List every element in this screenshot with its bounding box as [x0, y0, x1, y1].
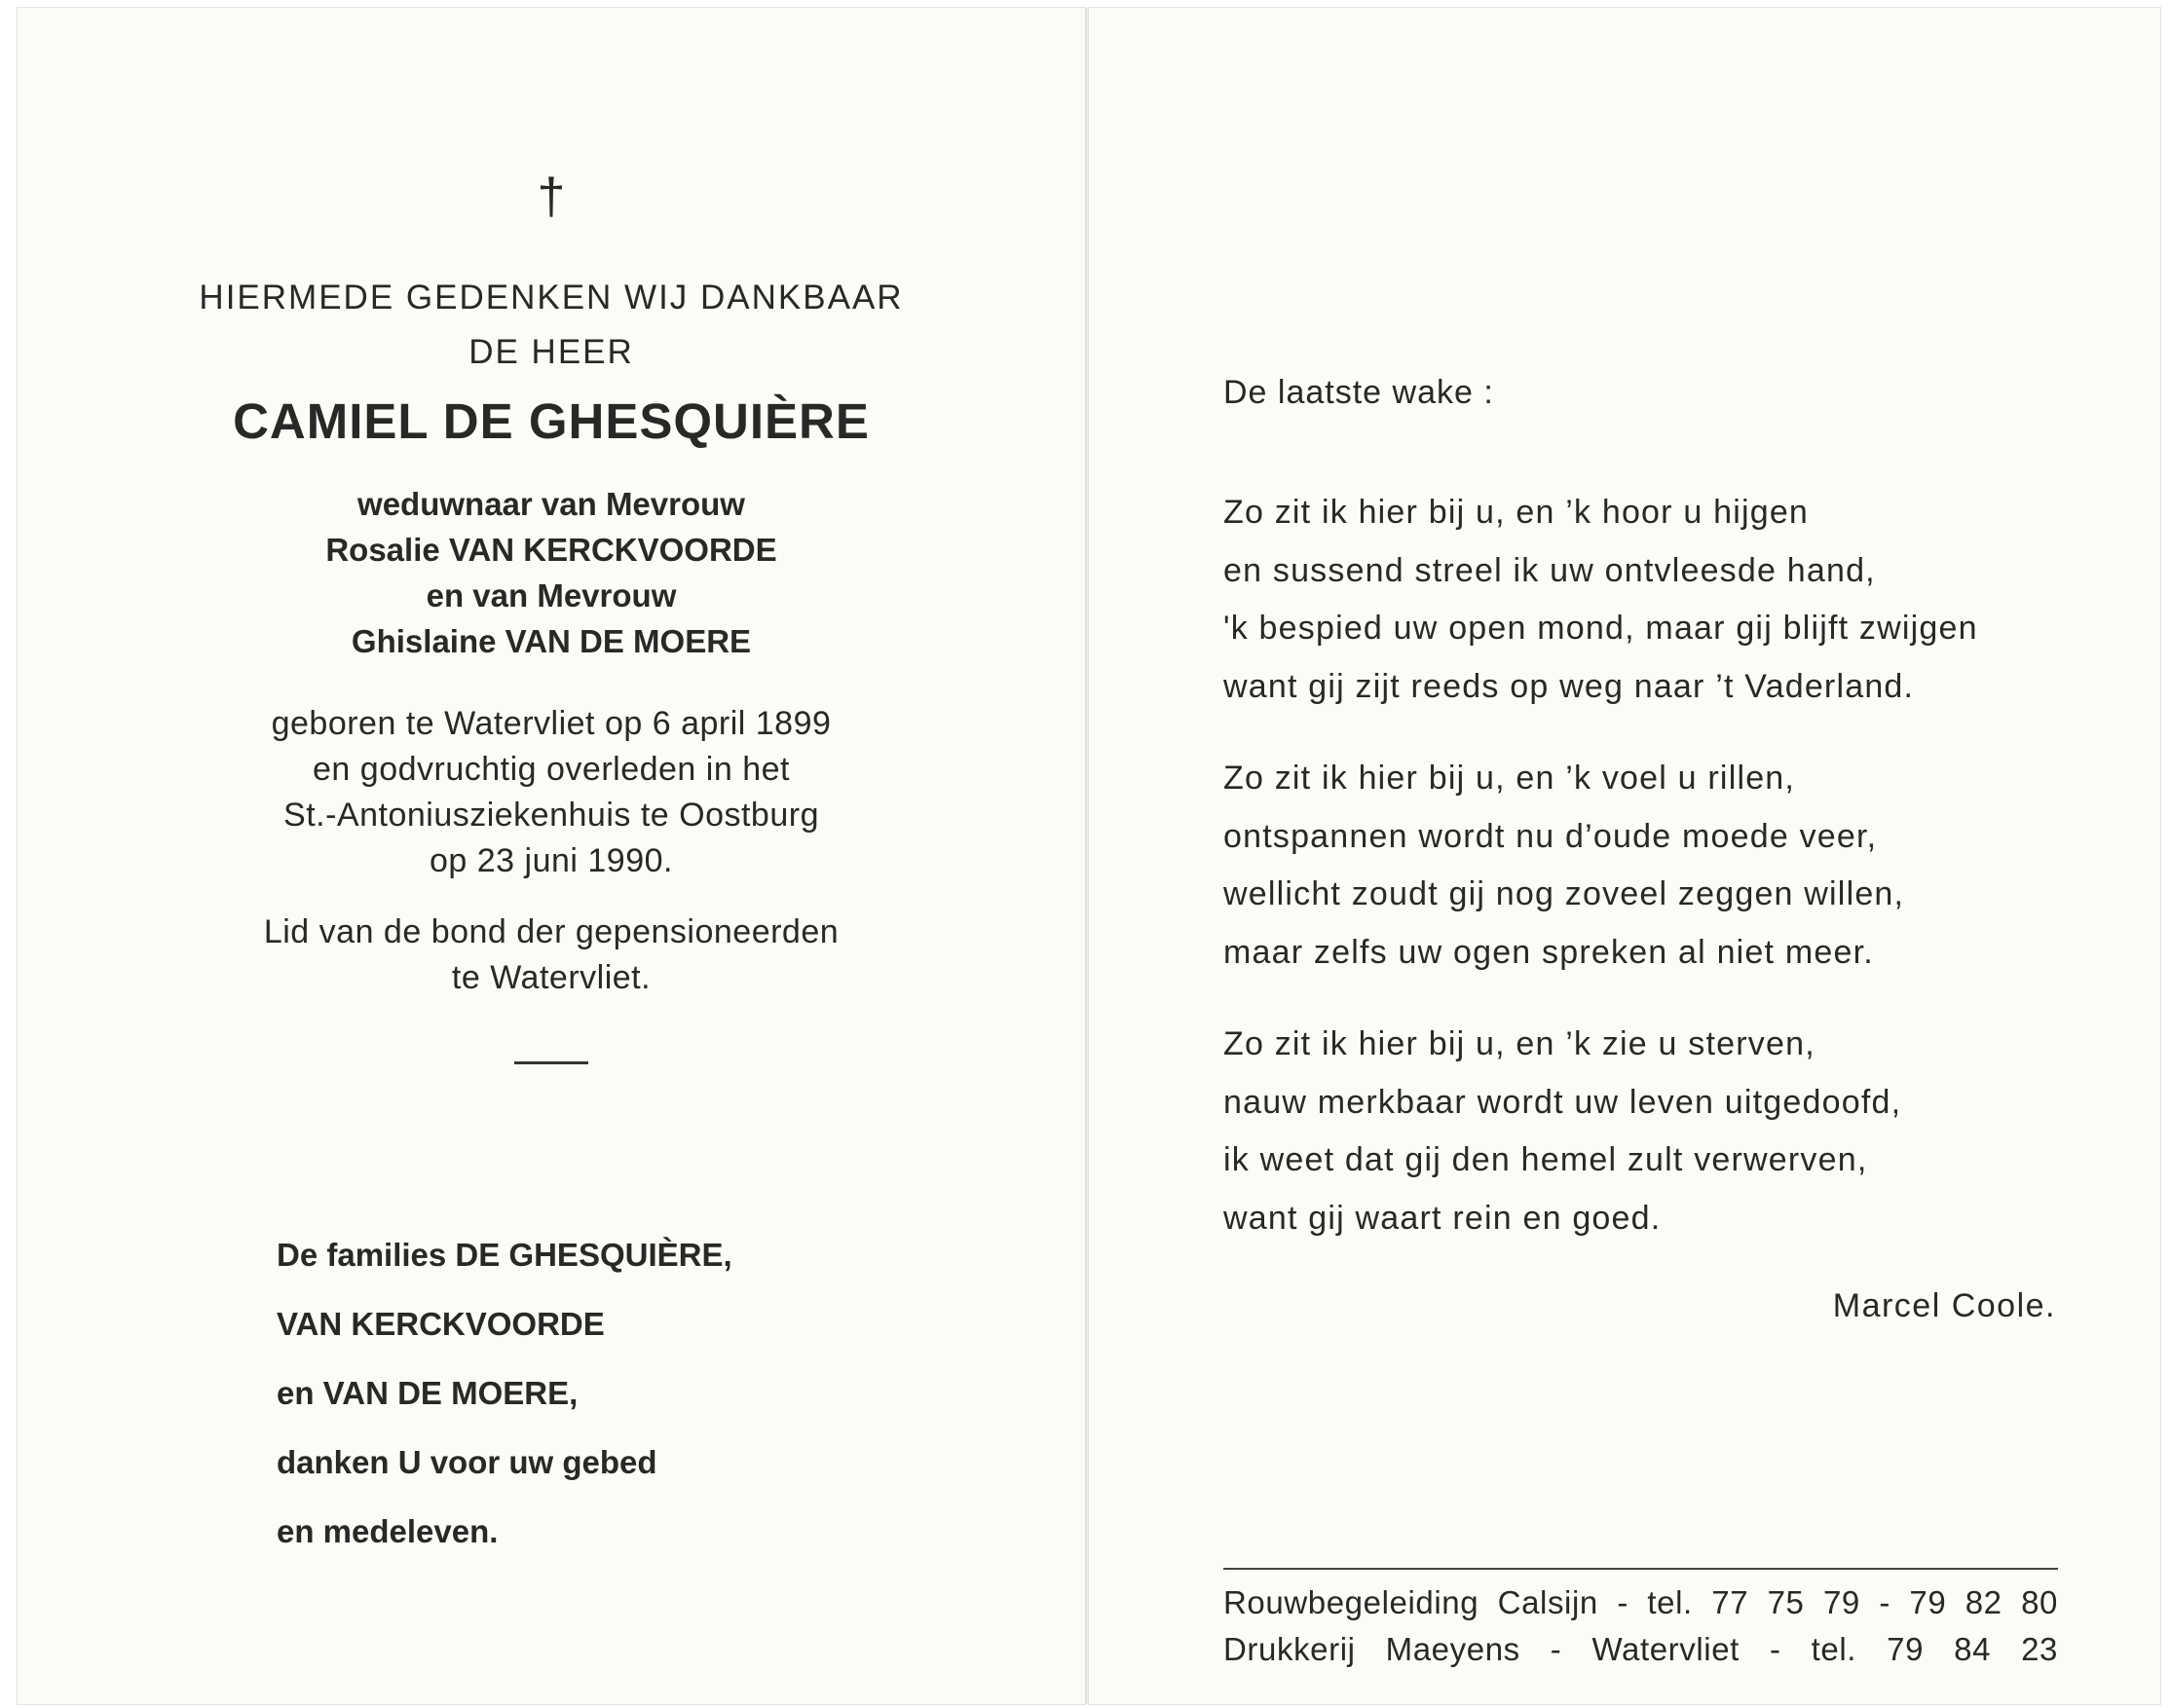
spouse-line: Ghislaine VAN DE MOERE — [351, 623, 752, 659]
poem-line: 'k bespied uw open mond, maar gij blijft zwijgen — [1223, 610, 1978, 647]
intro-text — [18, 271, 1085, 380]
printer-line: Drukkerij Maeyens - Watervliet - tel. 79 84 23 — [1223, 1631, 2058, 1667]
footer-rule — [1223, 1568, 2058, 1570]
life-line: St.-Antoniusziekenhuis te Oostburg — [283, 797, 819, 834]
families-thanks — [277, 1220, 732, 1566]
families-line: De families DE GHESQUIÈRE, — [277, 1237, 732, 1273]
divider-dash — [514, 1061, 588, 1064]
families-line: danken U voor uw gebed — [277, 1444, 657, 1480]
life-line: op 23 juni 1990. — [430, 842, 673, 879]
poem-line: wellicht zoudt gij nog zoveel zeggen willen, — [1223, 875, 1905, 912]
poem-line: en sussend streel ik uw ontvleesde hand, — [1223, 551, 1876, 589]
poem-stanza — [1223, 750, 1904, 982]
spouses-text — [18, 481, 1085, 664]
poem-stanza — [1223, 1016, 1901, 1247]
member-line: te Watervliet. — [451, 959, 652, 996]
families-line: VAN KERCKVOORDE — [277, 1306, 605, 1342]
spouse-line: en van Mevrouw — [426, 577, 677, 613]
poem-line: maar zelfs uw ogen spreken al niet meer. — [1223, 933, 1874, 971]
poem-line: want gij zijt reeds op weg naar ’t Vaderland. — [1223, 667, 1915, 705]
poem-stanza — [1223, 484, 1978, 716]
poem-title: De laatste wake : — [1223, 374, 1494, 411]
poem-line: Zo zit ik hier bij u, en ’k voel u rillen, — [1223, 760, 1796, 797]
poem-line: ontspannen wordt nu d’oude moede veer, — [1223, 817, 1878, 855]
poem-author: Marcel Coole. — [1832, 1287, 2056, 1324]
card-fold — [1086, 8, 1089, 1704]
spouse-line: weduwnaar van Mevrouw — [357, 486, 745, 522]
member-line: Lid van de bond der gepensioneerden — [263, 913, 840, 950]
intro-line: HIERMEDE GEDENKEN WIJ DANKBAAR — [199, 278, 904, 316]
printer-line: Rouwbegeleiding Calsijn - tel. 77 75 79 - 79 82 80 — [1223, 1584, 2058, 1620]
poem-line: ik weet dat gij den hemel zult verwerven, — [1223, 1141, 1868, 1178]
families-line: en VAN DE MOERE, — [277, 1375, 579, 1411]
poem-line: Zo zit ik hier bij u, en ’k zie u sterven, — [1223, 1025, 1815, 1062]
life-line: geboren te Watervliet op 6 april 1899 — [271, 705, 832, 742]
membership-text — [18, 910, 1085, 1001]
deceased-name: CAMIEL DE GHESQUIÈRE — [233, 393, 870, 449]
life-details — [18, 701, 1085, 884]
spouse-line: Rosalie VAN KERCKVOORDE — [325, 532, 777, 568]
poem-line: Zo zit ik hier bij u, en ’k hoor u hijgen — [1223, 494, 1810, 531]
poem-line: nauw merkbaar wordt uw leven uitgedoofd, — [1223, 1083, 1902, 1121]
cross-symbol: † — [537, 168, 566, 225]
poem-line: want gij waart rein en goed. — [1223, 1199, 1662, 1237]
intro-line: DE HEER — [468, 333, 634, 371]
families-line: en medeleven. — [277, 1513, 499, 1549]
life-line: en godvruchtig overleden in het — [313, 751, 790, 788]
